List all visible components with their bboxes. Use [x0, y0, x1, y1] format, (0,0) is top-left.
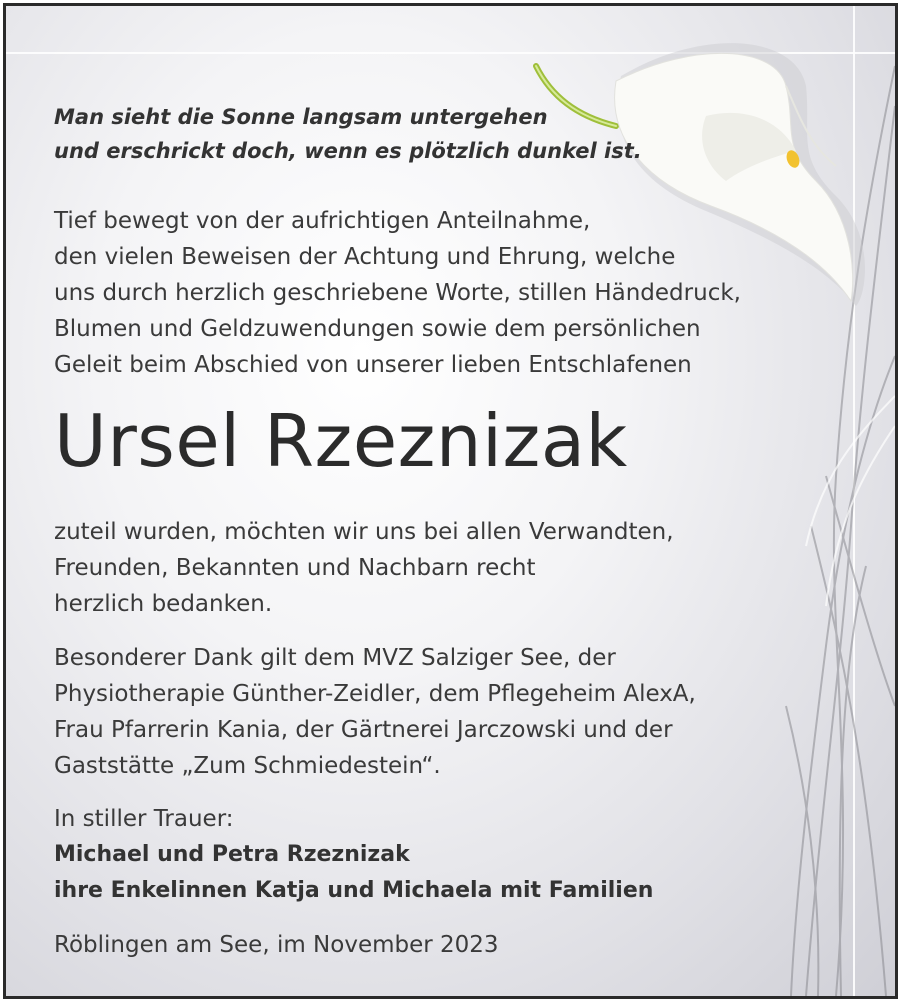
obituary-notice [3, 3, 898, 999]
special-thanks-paragraph: Besonderer Dank gilt dem MVZ Salziger See, der Physiotherapie Günther-Zeidler, dem Pflegeheim AlexA, Frau Pfarrerin Kania, der Gärtnerei Jarczowski und der Gaststätte „Zum Schmiedestein“. [54, 645, 696, 779]
mourner-line: Michael und Petra Rzeznizak [54, 842, 410, 867]
thanks-paragraph: zuteil wurden, möchten wir uns bei allen Verwandten, Freunden, Bekannten und Nachbarn recht herzlich bedanken. [54, 519, 674, 617]
motto-quote [54, 100, 642, 168]
intro-paragraph: Tief bewegt von der aufrichtigen Anteilnahme, den vielen Beweisen der Achtung und Ehrung, welche uns durch herzlich geschriebene Worte, stillen Händedruck, Blumen und Geldzuwendungen sowie dem persönlichen Geleit beim Abschied von unserer lieben Entschlafenen [54, 208, 741, 378]
motto-line-2: und erschrickt doch, wenn es plötzlich dunkel ist. [54, 139, 642, 163]
mourner-line: ihre Enkelinnen Katja und Michaela mit Familien [54, 878, 654, 903]
place-and-date: Röblingen am See, im November 2023 [54, 932, 499, 958]
mourning-label: In stiller Trauer: [54, 806, 234, 832]
deceased-name: Ursel Rzeznizak [54, 399, 628, 483]
motto-line-1: Man sieht die Sonne langsam untergehen [54, 105, 548, 129]
